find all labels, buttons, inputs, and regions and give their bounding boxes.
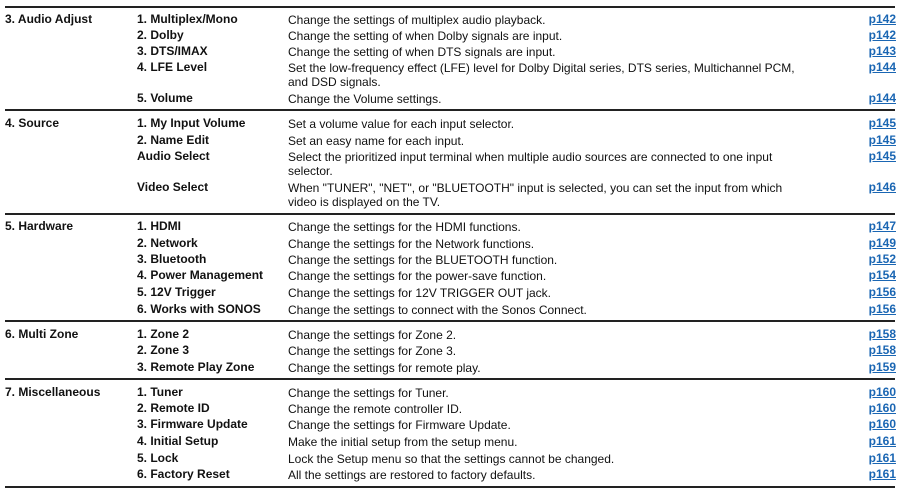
- page-reference-link[interactable]: p160: [868, 417, 896, 431]
- menu-item-description: Change the settings for the HDMI functions.: [288, 220, 521, 234]
- menu-item-description: Change the settings for Firmware Update.: [288, 418, 511, 432]
- menu-item-name: 3. Remote Play Zone: [137, 360, 255, 374]
- menu-item-name: Video Select: [137, 180, 209, 194]
- page-reference-link[interactable]: p142: [868, 28, 896, 42]
- page-reference-link[interactable]: p152: [868, 252, 896, 266]
- menu-item-description: Change the settings for the Network functions.: [288, 237, 535, 251]
- menu-item-description: All the settings are restored to factory defaults.: [288, 468, 536, 482]
- page-reference-link[interactable]: p161: [868, 467, 896, 481]
- menu-item-description: Change the settings to connect with the Sonos Connect.: [288, 303, 587, 317]
- page-reference-link[interactable]: p144: [868, 91, 896, 105]
- category-label: 4. Source: [5, 116, 60, 130]
- menu-item-name: 4. LFE Level: [137, 60, 208, 74]
- menu-item-name: 3. Bluetooth: [137, 252, 207, 266]
- menu-item-name: 2. Network: [137, 236, 198, 250]
- menu-item-name: 2. Dolby: [137, 28, 184, 42]
- menu-item-description: Select the prioritized input terminal when multiple audio sources are connected to one input selector.: [288, 150, 773, 178]
- page-reference-link[interactable]: p147: [868, 219, 896, 233]
- menu-item-name: 6. Factory Reset: [137, 467, 230, 481]
- page-reference-link[interactable]: p154: [868, 268, 896, 282]
- menu-item-description: Change the settings for Tuner.: [288, 386, 449, 400]
- category-label: 5. Hardware: [5, 219, 74, 233]
- page-reference-link[interactable]: p144: [868, 60, 896, 74]
- section-divider: [5, 378, 895, 380]
- menu-item-name: 1. Multiplex/Mono: [137, 12, 238, 26]
- menu-item-name: 5. 12V Trigger: [137, 285, 216, 299]
- menu-item-name: 1. HDMI: [137, 219, 182, 233]
- menu-item-description: Change the settings of multiplex audio playback.: [288, 13, 546, 27]
- table-top-rule: [5, 6, 895, 8]
- category-label: 6. Multi Zone: [5, 327, 79, 341]
- section-divider: [5, 109, 895, 111]
- page-reference-link[interactable]: p156: [868, 285, 896, 299]
- page-reference-link[interactable]: p143: [868, 44, 896, 58]
- page-reference-link[interactable]: p161: [868, 451, 896, 465]
- menu-item-name: 3. DTS/IMAX: [137, 44, 208, 58]
- menu-item-description: Change the settings for remote play.: [288, 361, 481, 375]
- menu-item-name: 3. Firmware Update: [137, 417, 248, 431]
- menu-item-name: 1. Zone 2: [137, 327, 190, 341]
- page-reference-link[interactable]: p142: [868, 12, 896, 26]
- menu-item-name: 4. Power Management: [137, 268, 264, 282]
- menu-item-name: 2. Zone 3: [137, 343, 190, 357]
- page-reference-link[interactable]: p149: [868, 236, 896, 250]
- menu-item-description: Change the remote controller ID.: [288, 402, 463, 416]
- page-reference-link[interactable]: p145: [868, 149, 896, 163]
- category-label: 3. Audio Adjust: [5, 12, 93, 26]
- page-reference-link[interactable]: p159: [868, 360, 896, 374]
- menu-item-description: Set an easy name for each input.: [288, 134, 465, 148]
- menu-item-name: 1. My Input Volume: [137, 116, 246, 130]
- menu-item-name: 2. Remote ID: [137, 401, 210, 415]
- menu-item-description: Change the settings for the power-save function.: [288, 269, 547, 283]
- section-divider: [5, 320, 895, 322]
- page-reference-link[interactable]: p146: [868, 180, 896, 194]
- menu-item-description: Change the setting of when DTS signals are input.: [288, 45, 556, 59]
- menu-item-description: When "TUNER", "NET", or "BLUETOOTH" input is selected, you can set the input from which video is displayed on the TV.: [288, 181, 783, 209]
- menu-item-description: Set the low-frequency effect (LFE) level for Dolby Digital series, DTS series, Multichannel PCM, and DSD signals.: [288, 61, 795, 89]
- page-reference-link[interactable]: p156: [868, 302, 896, 316]
- page-reference-link[interactable]: p158: [868, 343, 896, 357]
- menu-item-name: 2. Name Edit: [137, 133, 210, 147]
- menu-item-name: 6. Works with SONOS: [137, 302, 261, 316]
- menu-item-name: Audio Select: [137, 149, 210, 163]
- page-reference-link[interactable]: p145: [868, 116, 896, 130]
- page-reference-link[interactable]: p161: [868, 434, 896, 448]
- table-bottom-rule: [5, 486, 895, 488]
- menu-item-description: Change the settings for Zone 2.: [288, 328, 457, 342]
- menu-item-name: 1. Tuner: [137, 385, 183, 399]
- category-label: 7. Miscellaneous: [5, 385, 101, 399]
- menu-item-description: Make the initial setup from the setup menu.: [288, 435, 518, 449]
- page-reference-link[interactable]: p145: [868, 133, 896, 147]
- menu-item-description: Change the setting of when Dolby signals are input.: [288, 29, 563, 43]
- page-reference-link[interactable]: p158: [868, 327, 896, 341]
- menu-item-description: Lock the Setup menu so that the settings cannot be changed.: [288, 452, 615, 466]
- menu-item-name: 5. Lock: [137, 451, 179, 465]
- page-reference-link[interactable]: p160: [868, 385, 896, 399]
- page-reference-link[interactable]: p160: [868, 401, 896, 415]
- section-divider: [5, 213, 895, 215]
- menu-item-description: Set a volume value for each input selector.: [288, 117, 515, 131]
- menu-item-description: Change the settings for Zone 3.: [288, 344, 457, 358]
- menu-item-name: 4. Initial Setup: [137, 434, 219, 448]
- menu-item-name: 5. Volume: [137, 91, 193, 105]
- menu-item-description: Change the settings for the BLUETOOTH function.: [288, 253, 558, 267]
- menu-item-description: Change the settings for 12V TRIGGER OUT jack.: [288, 286, 552, 300]
- menu-item-description: Change the Volume settings.: [288, 92, 442, 106]
